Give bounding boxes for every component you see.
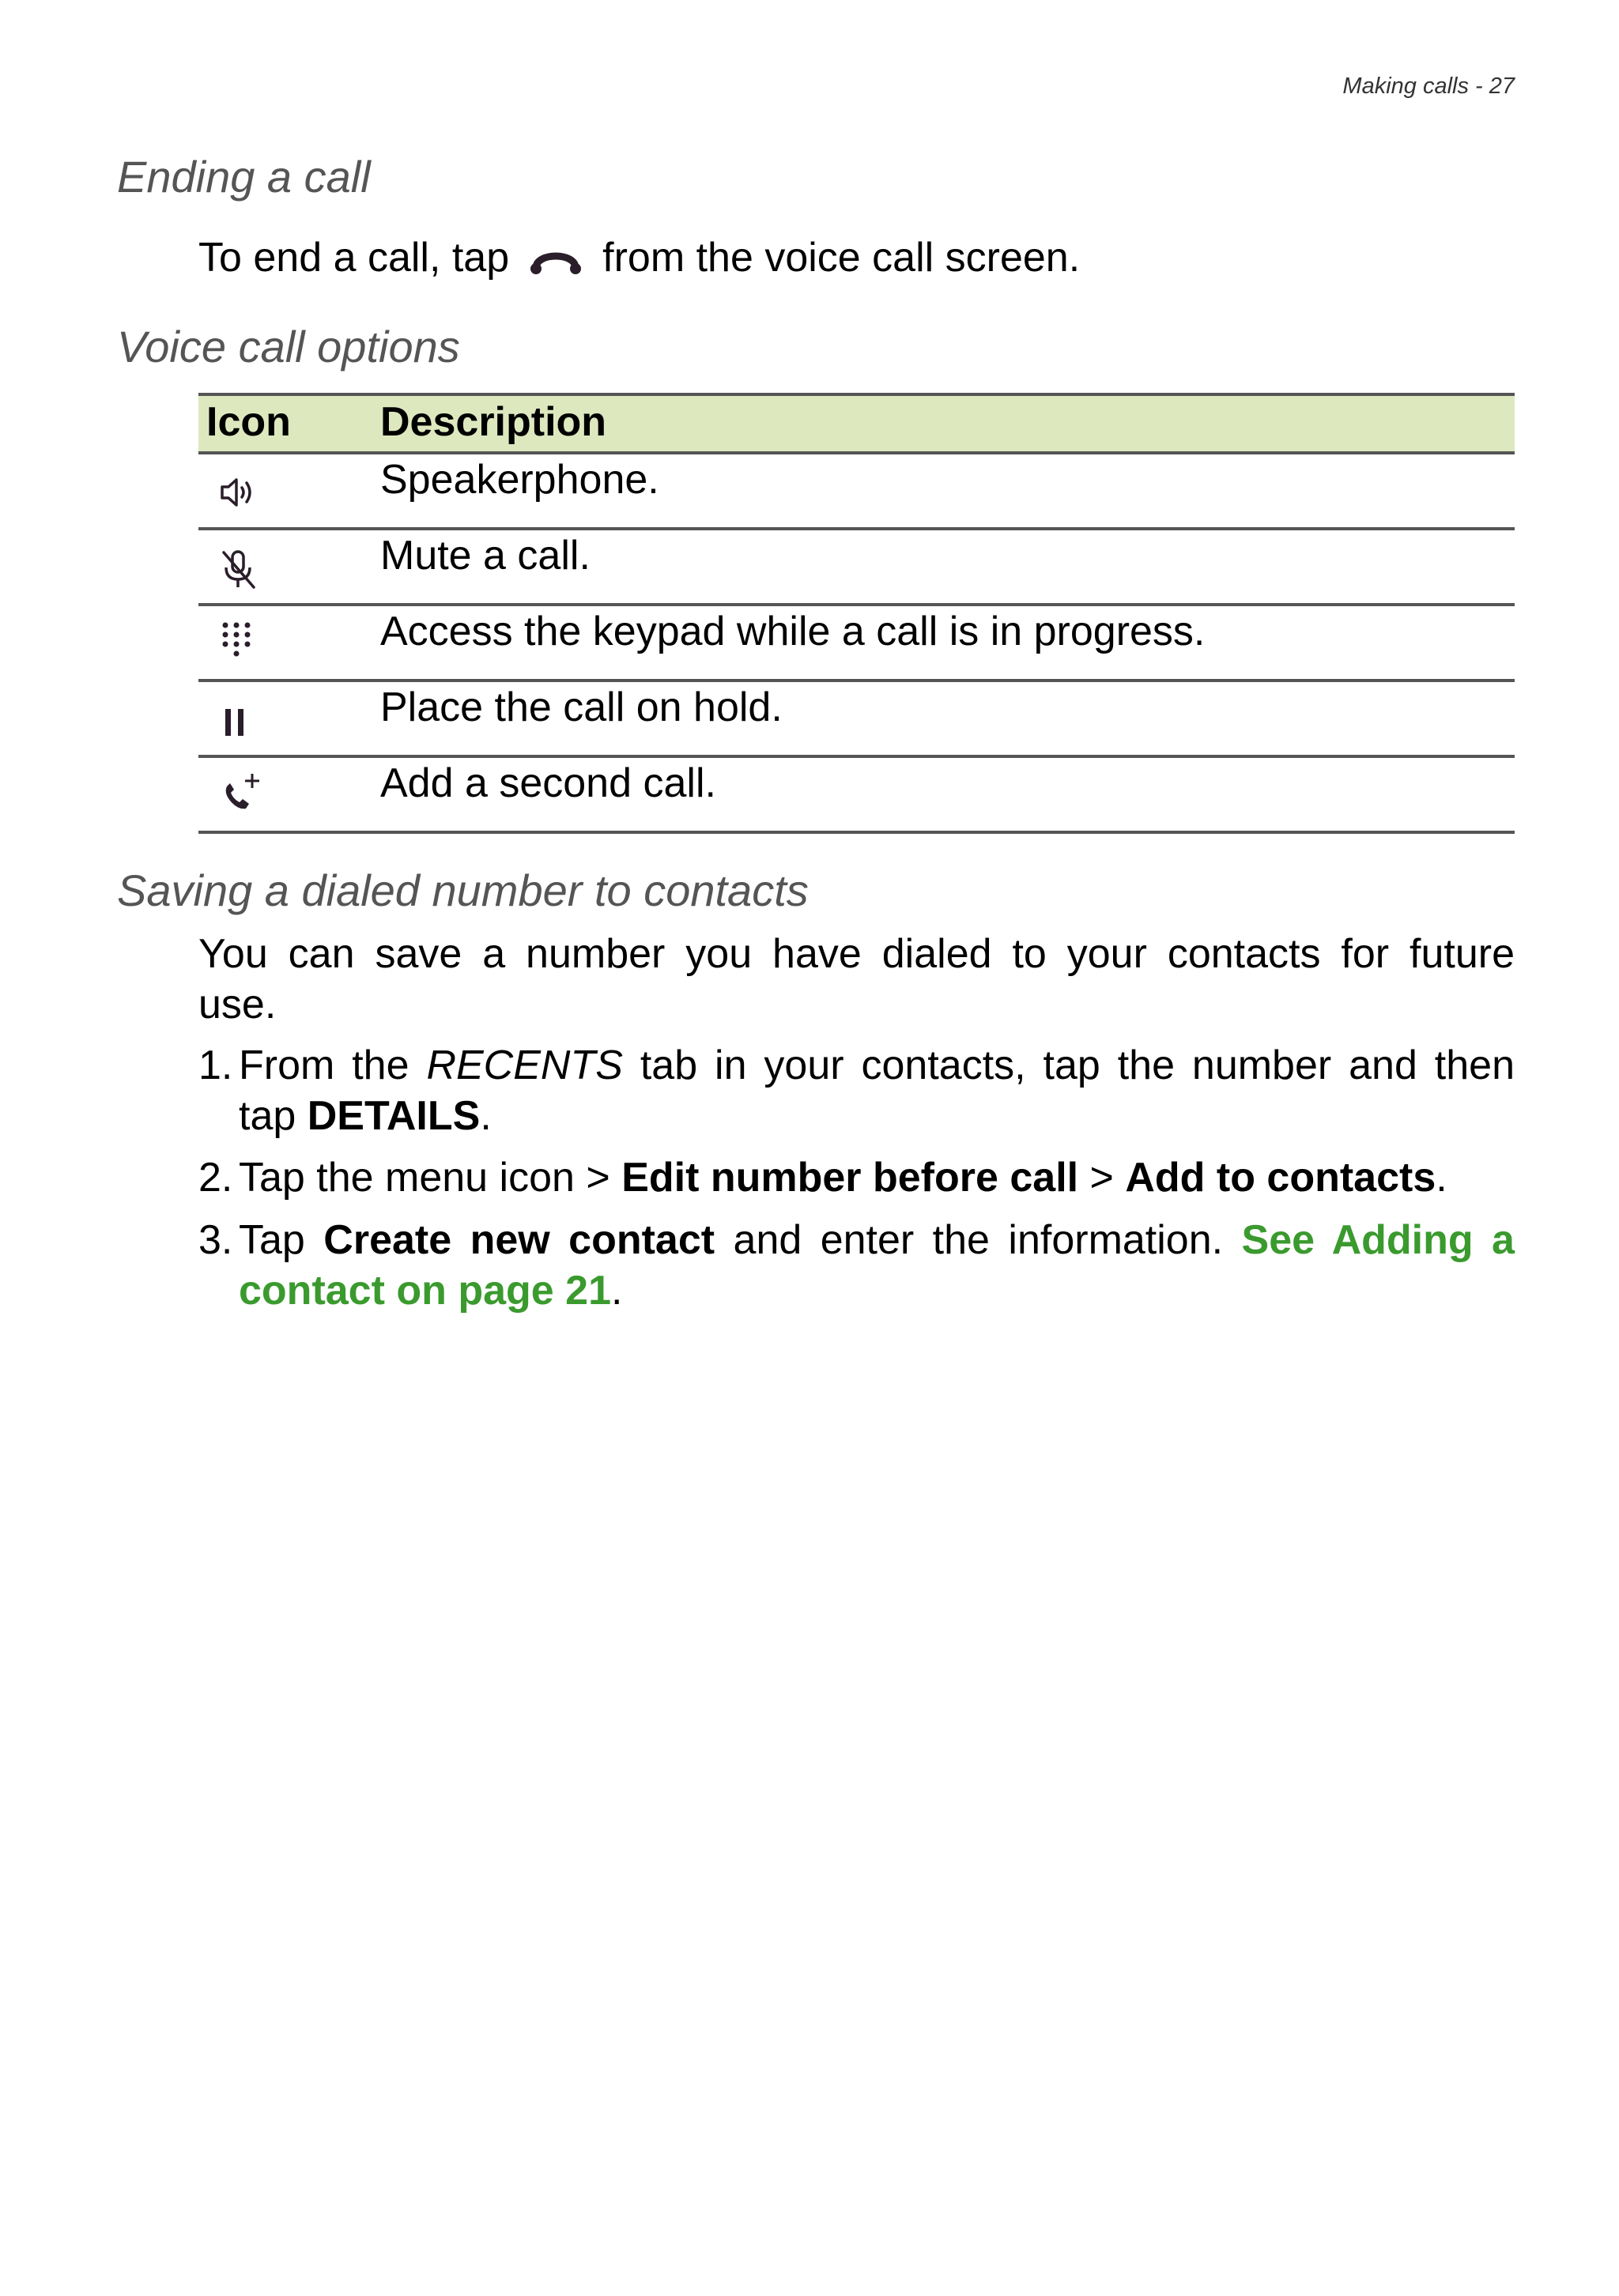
- ending-call-text: [198, 232, 1515, 283]
- see-adding-contact-link[interactable]: See Adding a: [1241, 1217, 1515, 1263]
- description-hold: Place the call on hold.: [380, 684, 783, 730]
- description-mute: Mute a call.: [380, 533, 591, 579]
- description-add-call: Add a second call.: [380, 760, 716, 806]
- add-to-contacts-ref: Add to contacts: [1125, 1155, 1436, 1201]
- end-call-icon: [520, 244, 591, 276]
- details-ref: DETAILS: [307, 1093, 481, 1139]
- table-row: [198, 682, 1515, 758]
- heading-ending-call: Ending a call: [117, 152, 371, 202]
- edit-number-ref: Edit number before call: [621, 1155, 1079, 1201]
- speakerphone-icon: [198, 454, 380, 527]
- column-header-description: Description: [380, 399, 607, 445]
- voice-options-table: [198, 393, 1515, 834]
- ending-call-text-after: from the voice call screen.: [602, 235, 1081, 281]
- recents-tab-ref: RECENTS: [426, 1042, 623, 1088]
- saving-intro-line-1: You can save a number you have dialed to your contacts for future: [198, 931, 1515, 977]
- saving-intro-line-2: use.: [198, 982, 277, 1027]
- step-1-line-2: tap DETAILS.: [239, 1093, 492, 1139]
- running-header: Making calls - 27: [1342, 74, 1515, 99]
- step-3-line-1: Tap Create new contact and enter the information. See Adding a: [239, 1217, 1515, 1263]
- table-row: [198, 606, 1515, 682]
- heading-saving-number: Saving a dialed number to contacts: [117, 865, 809, 915]
- ending-call-text-before: To end a call, tap: [198, 235, 510, 281]
- hold-icon: [198, 682, 380, 755]
- description-speakerphone: Speakerphone.: [380, 457, 659, 503]
- step-1-line-1: From the RECENTS tab in your contacts, tap the number and then: [239, 1042, 1515, 1088]
- table-header-row: [198, 396, 1515, 454]
- column-header-icon: Icon: [206, 399, 291, 445]
- create-contact-ref: Create new contact: [323, 1217, 715, 1263]
- contact-page-link[interactable]: contact on page 21: [239, 1268, 611, 1314]
- description-keypad: Access the keypad while a call is in progress.: [380, 609, 1206, 654]
- mute-icon: [198, 530, 380, 603]
- heading-voice-options: Voice call options: [117, 322, 460, 371]
- keypad-icon: [198, 606, 380, 679]
- add-call-icon: [198, 758, 380, 831]
- table-row: [198, 758, 1515, 834]
- saving-intro: [198, 929, 1515, 1030]
- step-number: 2.: [198, 1155, 233, 1201]
- table-row: [198, 530, 1515, 606]
- step-2-line-1: Tap the menu icon > Edit number before call > Add to contacts.: [239, 1155, 1447, 1201]
- step-3-line-2: contact on page 21.: [239, 1268, 623, 1314]
- table-row: [198, 454, 1515, 530]
- step-number: 1.: [198, 1042, 233, 1088]
- step-number: 3.: [198, 1217, 233, 1263]
